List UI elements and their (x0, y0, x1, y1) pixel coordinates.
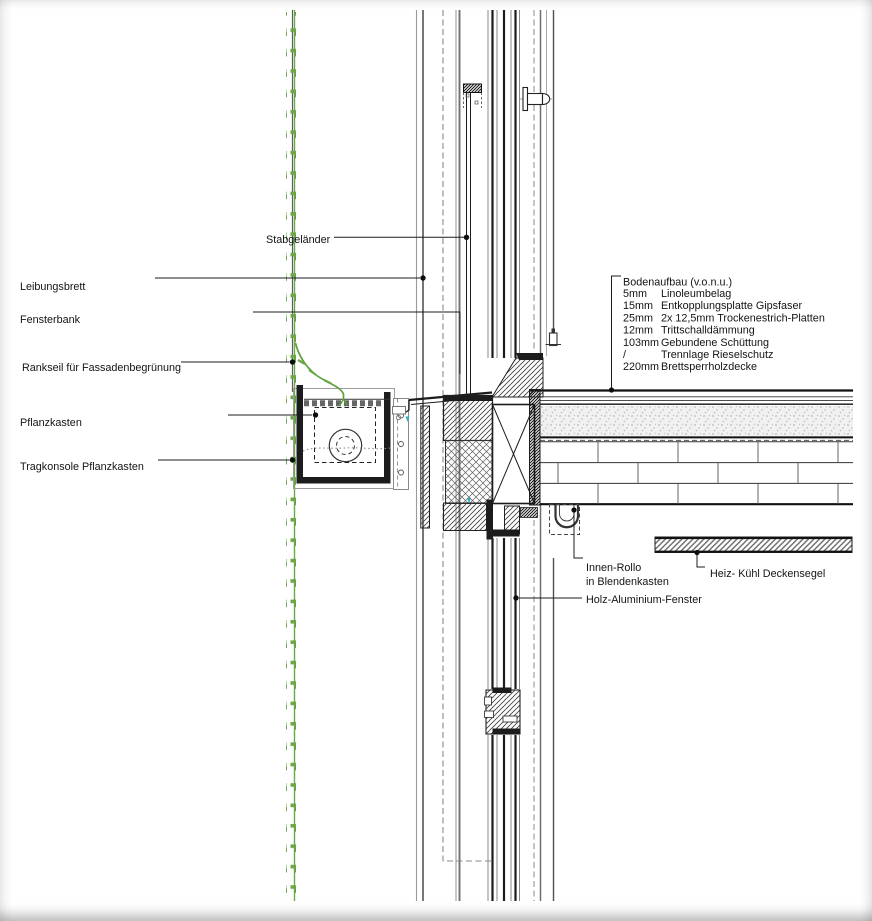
label-rankseil: Rankseil für Fassadenbegrünung (22, 362, 182, 374)
floor-layer-material: Brettsperrholzdecke (661, 361, 758, 374)
console-bolt (399, 442, 404, 447)
console-bolt (399, 470, 404, 475)
floor-layer-thickness: 15mm (623, 300, 653, 313)
wood-frame-block (444, 396, 493, 441)
floor-layer-thickness: 12mm (623, 324, 653, 337)
label-heiz-kuehl: Heiz- Kühl Deckensegel (710, 568, 826, 580)
floor-layer-material: Trittschalldämmung (661, 324, 755, 337)
floor-buildup-legend (623, 277, 825, 374)
label-pflanzkasten: Pflanzkasten (20, 417, 82, 429)
floor-layer-material: Entkopplungsplatte Gipsfaser (661, 300, 803, 313)
interior-fastener (546, 329, 562, 346)
window-transom (485, 688, 521, 735)
label-innen-rollo-2: in Blendenkasten (586, 576, 669, 588)
reveal-board-section (421, 406, 430, 528)
anchor-bolt (519, 88, 552, 111)
label-holz-alu-fenster: Holz-Aluminium-Fenster (586, 594, 702, 606)
ceiling-sail (655, 537, 852, 553)
floor-layer-material: Trennlage Rieselschutz (661, 349, 774, 361)
planter-wall-bottom (297, 477, 391, 484)
label-innen-rollo-1: Innen-Rollo (586, 562, 642, 574)
planter-wall-left (297, 385, 304, 484)
floor-layer-thickness: 25mm (623, 312, 653, 325)
floor-layer-material: 2x 12,5mm Trockenestrich-Platten (661, 312, 825, 325)
rope-tick-marks (286, 12, 296, 901)
clt-deck (540, 442, 853, 504)
floor-layer-thickness: 5mm (623, 288, 647, 300)
floor-buildup-title: Bodenaufbau (v.o.n.u.) (623, 276, 733, 289)
floor-layer-material: Linoleumbelag (661, 288, 732, 300)
blind-box-board (444, 503, 487, 531)
planter-wall-right (384, 392, 391, 478)
bound-fill-layer (540, 406, 853, 437)
drain-pipe (329, 429, 361, 461)
vine-leaves (298, 360, 331, 384)
edge-strip (530, 390, 541, 506)
floor-slab (530, 391, 854, 505)
facade-greening-rope (286, 10, 296, 901)
label-tragkonsole: Tragkonsole Pflanzkasten (20, 461, 144, 473)
insulation-block (446, 441, 493, 504)
label-leibungsbrett: Leibungsbrett (20, 281, 86, 293)
floor-layer-thickness: 103mm (623, 336, 660, 349)
label-fensterbank: Fensterbank (20, 314, 81, 326)
label-stabgelaender: Stabgeländer (266, 234, 331, 246)
window-frame-junction (444, 353, 544, 540)
floor-layer-thickness: / (623, 349, 626, 361)
railing-clamp-cap (464, 84, 482, 93)
floor-layer-thickness: 220mm (623, 361, 660, 374)
railing-post (464, 84, 482, 396)
floor-layer-material: Gebundene Schüttung (661, 336, 770, 349)
